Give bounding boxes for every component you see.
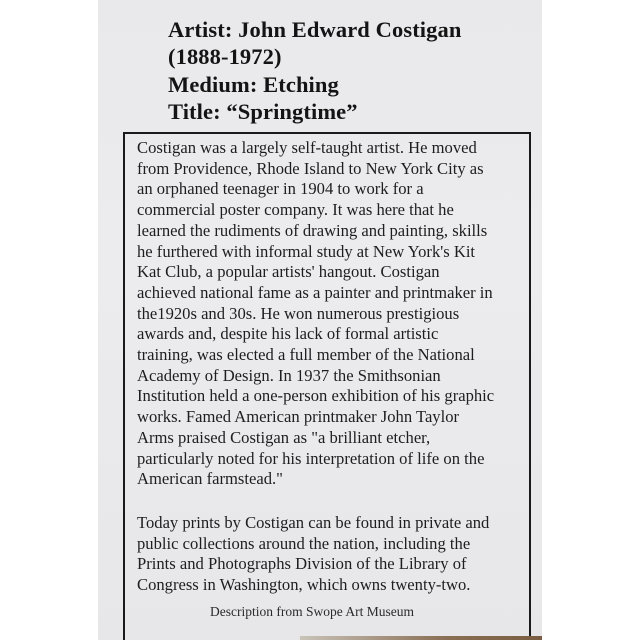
text-line: achieved national fame as a painter and printmaker in xyxy=(137,282,493,302)
text-line: commercial poster company. It was here that he xyxy=(137,200,454,220)
text-line: training, was elected a full member of the National xyxy=(137,345,475,365)
artist-name: Artist: John Edward Costigan xyxy=(168,17,462,42)
text-line: American farmstead." xyxy=(137,469,283,489)
text-line: an orphaned teenager in 1904 to work for a xyxy=(137,179,424,199)
text-line: Academy of Design. In 1937 the Smithsonian xyxy=(137,365,441,385)
frame-edge xyxy=(300,636,542,640)
text-line: Costigan was a largely self-taught artist. He moved xyxy=(137,138,477,157)
artwork-label-header xyxy=(168,16,461,125)
text-line: learned the rudiments of drawing and painting, skills xyxy=(137,220,488,240)
text-line: works. Famed American printmaker John Taylor xyxy=(137,407,460,427)
artwork-title: Title: “Springtime” xyxy=(168,98,358,124)
artist-dates: (1888-1972) xyxy=(168,44,282,70)
text-line: Institution held a one-person exhibition of his graphic xyxy=(137,386,495,406)
text-line: the1920s and 30s. He won numerous prestigious xyxy=(137,303,460,323)
text-line: Arms praised Costigan as "a brilliant etcher, xyxy=(137,427,431,447)
text-line: public collections around the nation, including the xyxy=(137,533,471,553)
text-line: Today prints by Costigan can be found in private and xyxy=(137,513,490,532)
text-line: Congress in Washington, which owns twenty-two. xyxy=(137,575,471,595)
source-credit: Description from Swope Art Museum xyxy=(210,604,414,619)
text-line: he furthered with informal study at New York's Kit xyxy=(137,241,476,261)
text-line: from Providence, Rhode Island to New York City as xyxy=(137,158,484,178)
biography-paragraph xyxy=(137,138,529,490)
artwork-medium: Medium: Etching xyxy=(168,71,339,97)
text-line: particularly noted for his interpretation of life on the xyxy=(137,448,485,468)
collections-paragraph xyxy=(137,513,529,596)
text-line: Prints and Photographs Division of the Library of xyxy=(137,554,467,574)
text-line: Kat Club, a popular artists' hangout. Costigan xyxy=(137,262,440,282)
text-line: awards and, despite his lack of formal artistic xyxy=(137,324,439,344)
